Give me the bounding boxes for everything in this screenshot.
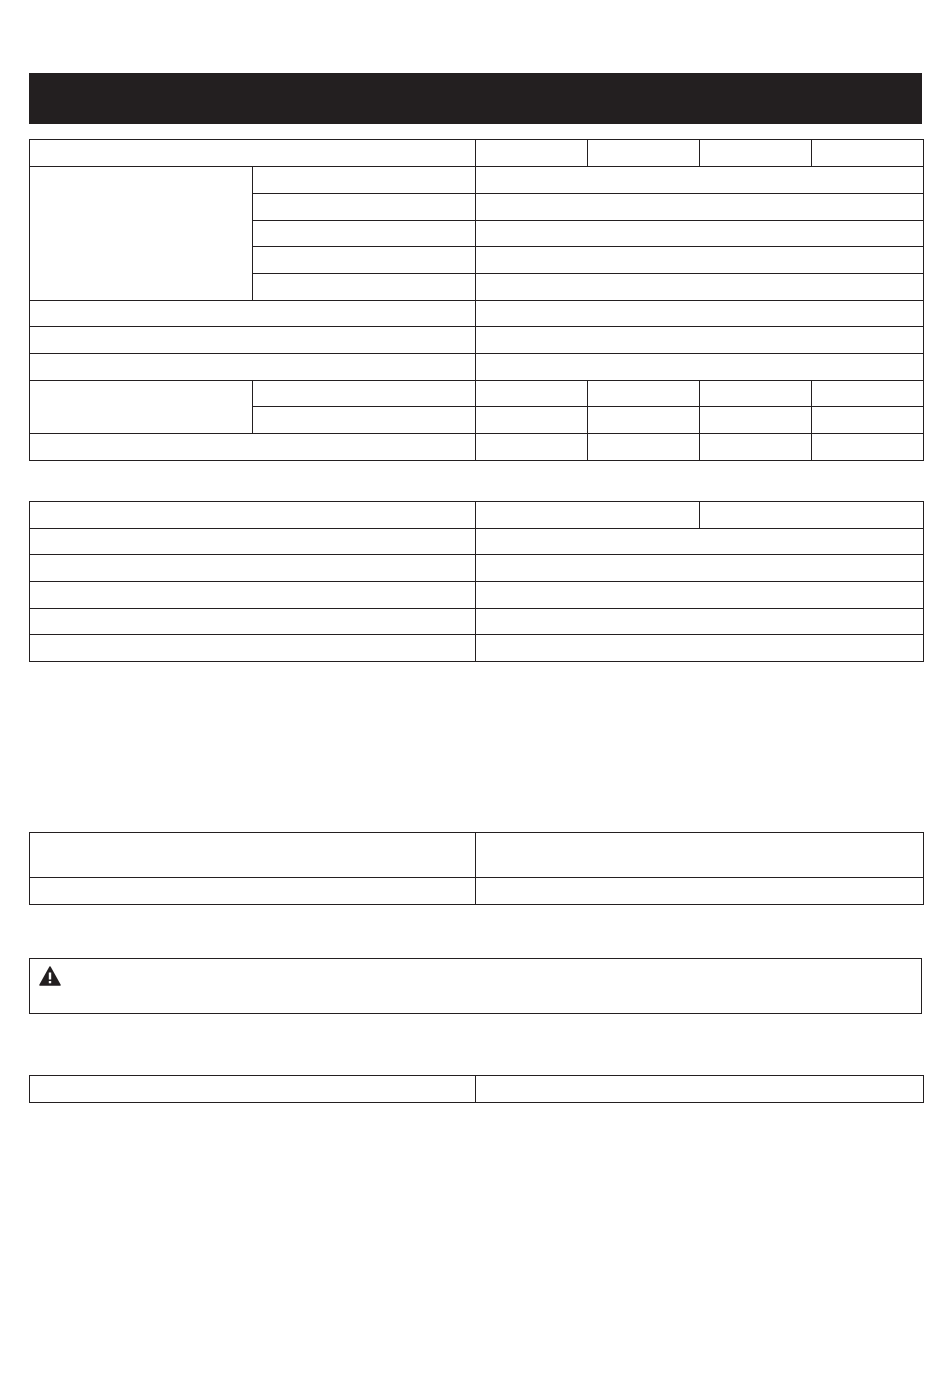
- group-label-cell: [30, 167, 253, 301]
- row-value-cell: [476, 635, 924, 662]
- row-label-cell: [253, 167, 476, 194]
- row-label-cell: [30, 582, 476, 609]
- row-value-cell: [476, 327, 924, 354]
- row-value-cell: [588, 434, 700, 461]
- row-label-cell: [253, 221, 476, 247]
- table-row: [30, 529, 924, 555]
- warning-box: [29, 958, 922, 1014]
- row-label-cell: [30, 529, 476, 555]
- row-value-cell: [476, 247, 924, 274]
- table-row: [30, 167, 924, 194]
- row-value-cell: [476, 381, 588, 407]
- table-row: [30, 609, 924, 635]
- column-header: [700, 502, 924, 529]
- row-value-cell: [476, 167, 924, 194]
- table-header-row: [30, 502, 924, 529]
- row-value-cell: [476, 221, 924, 247]
- row-label-cell: [30, 609, 476, 635]
- row-label-cell: [253, 274, 476, 301]
- row-value-cell: [476, 407, 588, 434]
- table-row: [30, 327, 924, 354]
- row-label-cell: [30, 434, 476, 461]
- table-row: [30, 301, 924, 327]
- row-label-cell: [30, 878, 476, 905]
- row-value-cell: [812, 381, 924, 407]
- fourth-table: [29, 1075, 924, 1103]
- table-header-row: [30, 140, 924, 167]
- secondary-specifications-table: [29, 501, 924, 662]
- row-value-cell: [476, 434, 588, 461]
- row-value-cell: [700, 381, 812, 407]
- row-value-cell: [812, 434, 924, 461]
- row-value-cell: [476, 301, 924, 327]
- row-label-cell: [30, 635, 476, 662]
- row-value-cell: [700, 434, 812, 461]
- row-value-cell: [476, 1076, 924, 1103]
- row-label-cell: [30, 354, 476, 381]
- row-value-cell: [812, 407, 924, 434]
- row-value-cell: [588, 407, 700, 434]
- row-value-cell: [476, 582, 924, 609]
- model-column-header: [700, 140, 812, 167]
- row-label-cell: [253, 407, 476, 434]
- header-label-cell: [30, 140, 476, 167]
- row-value-cell: [476, 194, 924, 221]
- row-label-cell: [30, 301, 476, 327]
- row-value-cell: [588, 381, 700, 407]
- group-label-cell: [30, 381, 253, 434]
- row-value-cell: [476, 609, 924, 635]
- row-label-cell: [253, 194, 476, 221]
- section-header: [29, 73, 922, 124]
- header-label-cell: [30, 502, 476, 529]
- table-row: [30, 434, 924, 461]
- row-value-cell: [476, 274, 924, 301]
- row-label-cell: [253, 381, 476, 407]
- row-value-cell: [476, 354, 924, 381]
- row-label-cell: [30, 555, 476, 582]
- model-column-header: [588, 140, 700, 167]
- table-row: [30, 582, 924, 609]
- row-label-cell: [30, 1076, 476, 1103]
- table-row: [30, 354, 924, 381]
- row-value-cell: [700, 407, 812, 434]
- warning-triangle-icon: [39, 966, 61, 986]
- row-value-cell: [476, 555, 924, 582]
- specifications-table: [29, 139, 924, 461]
- row-label-cell: [30, 833, 476, 878]
- table-row: [30, 381, 924, 407]
- table-row: [30, 635, 924, 662]
- table-row: [30, 1076, 924, 1103]
- model-column-header: [476, 140, 588, 167]
- third-table: [29, 832, 924, 905]
- table-row: [30, 833, 924, 878]
- row-label-cell: [253, 247, 476, 274]
- table-row: [30, 878, 924, 905]
- row-value-cell: [476, 833, 924, 878]
- model-column-header: [812, 140, 924, 167]
- row-label-cell: [30, 327, 476, 354]
- table-row: [30, 555, 924, 582]
- column-header: [476, 502, 700, 529]
- row-value-cell: [476, 878, 924, 905]
- row-value-cell: [476, 529, 924, 555]
